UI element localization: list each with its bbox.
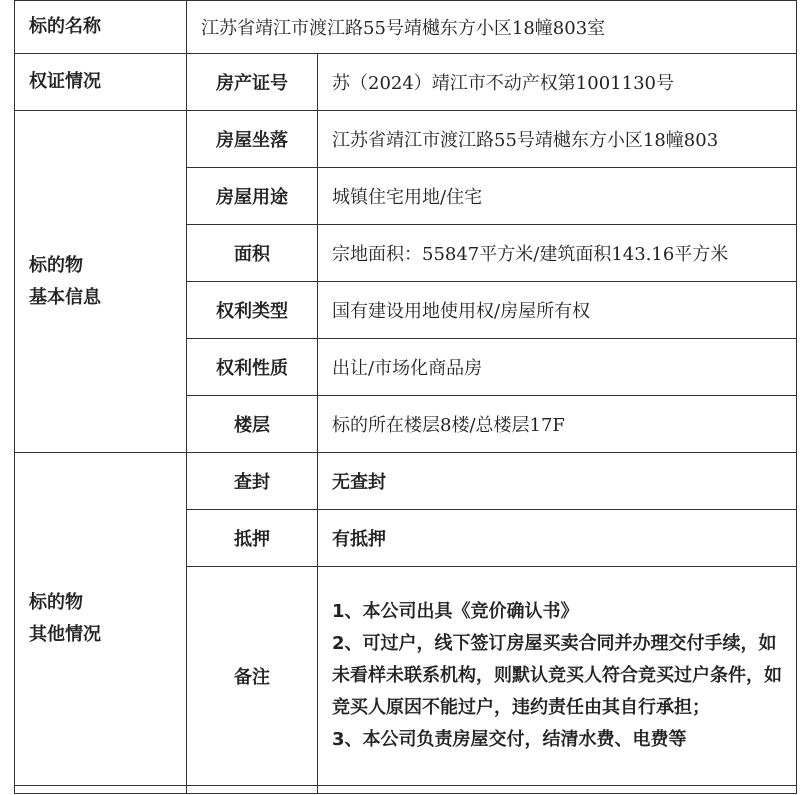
right-nature-value: 出让/市场化商品房: [318, 339, 797, 396]
other-info-label: [15, 453, 187, 786]
location-label: 房屋坐落: [187, 111, 318, 168]
certificate-label: 权证情况: [15, 54, 187, 111]
certificate-number-label: 房产证号: [187, 54, 318, 111]
floor-value: 标的所在楼层8楼/总楼层17F: [318, 396, 797, 453]
table-row: [15, 1, 797, 54]
basic-info-label-line-2: 基本信息: [29, 286, 101, 308]
remark-line-3: 3、本公司负责房屋交付，结清水费、电费等: [332, 729, 687, 750]
other-info-label-line-1: 标的物: [29, 592, 83, 613]
partial-cell: [318, 786, 797, 794]
usage-label: 房屋用途: [187, 168, 318, 225]
auction-info-table: [14, 0, 797, 794]
certificate-number-value: 苏（2024）靖江市不动产权第1001130号: [318, 54, 797, 111]
other-info-label-line-2: 其他情况: [29, 624, 101, 645]
floor-label: 楼层: [187, 396, 318, 453]
right-type-value: 国有建设用地使用权/房屋所有权: [318, 282, 797, 339]
partial-cell: [187, 786, 318, 794]
table-row: [15, 453, 797, 510]
right-type-label: 权利类型: [187, 282, 318, 339]
table-row: [15, 111, 797, 168]
partial-cell: [15, 786, 187, 794]
remarks-label: 备注: [187, 567, 318, 786]
remark-line-2: 2、可过户，线下签订房屋买卖合同并办理交付手续，如未看样未联系机构，则默认竞买人符合竞买过户条件，如竞买人原因不能过户，违约责任由其自行承担；: [332, 633, 782, 718]
area-label: 面积: [187, 225, 318, 282]
mortgage-label: 抵押: [187, 510, 318, 567]
table-row: [15, 54, 797, 111]
usage-value: 城镇住宅用地/住宅: [318, 168, 797, 225]
subject-name-label: 标的名称: [15, 1, 187, 54]
seizure-label: 查封: [187, 453, 318, 510]
basic-info-label-line-1: 标的物: [29, 254, 83, 276]
right-nature-label: 权利性质: [187, 339, 318, 396]
remarks-value: [318, 567, 797, 786]
area-value: 宗地面积：55847平方米/建筑面积143.16平方米: [318, 225, 797, 282]
location-value: 江苏省靖江市渡江路55号靖樾东方小区18幢803: [318, 111, 797, 168]
mortgage-value: 有抵押: [318, 510, 797, 567]
seizure-value: 无查封: [318, 453, 797, 510]
basic-info-label: [15, 111, 187, 453]
subject-name-value: 江苏省靖江市渡江路55号靖樾东方小区18幢803室: [187, 1, 797, 54]
table-row-partial: [15, 786, 797, 794]
remark-line-1: 1、本公司出具《竞价确认书》: [332, 601, 579, 622]
